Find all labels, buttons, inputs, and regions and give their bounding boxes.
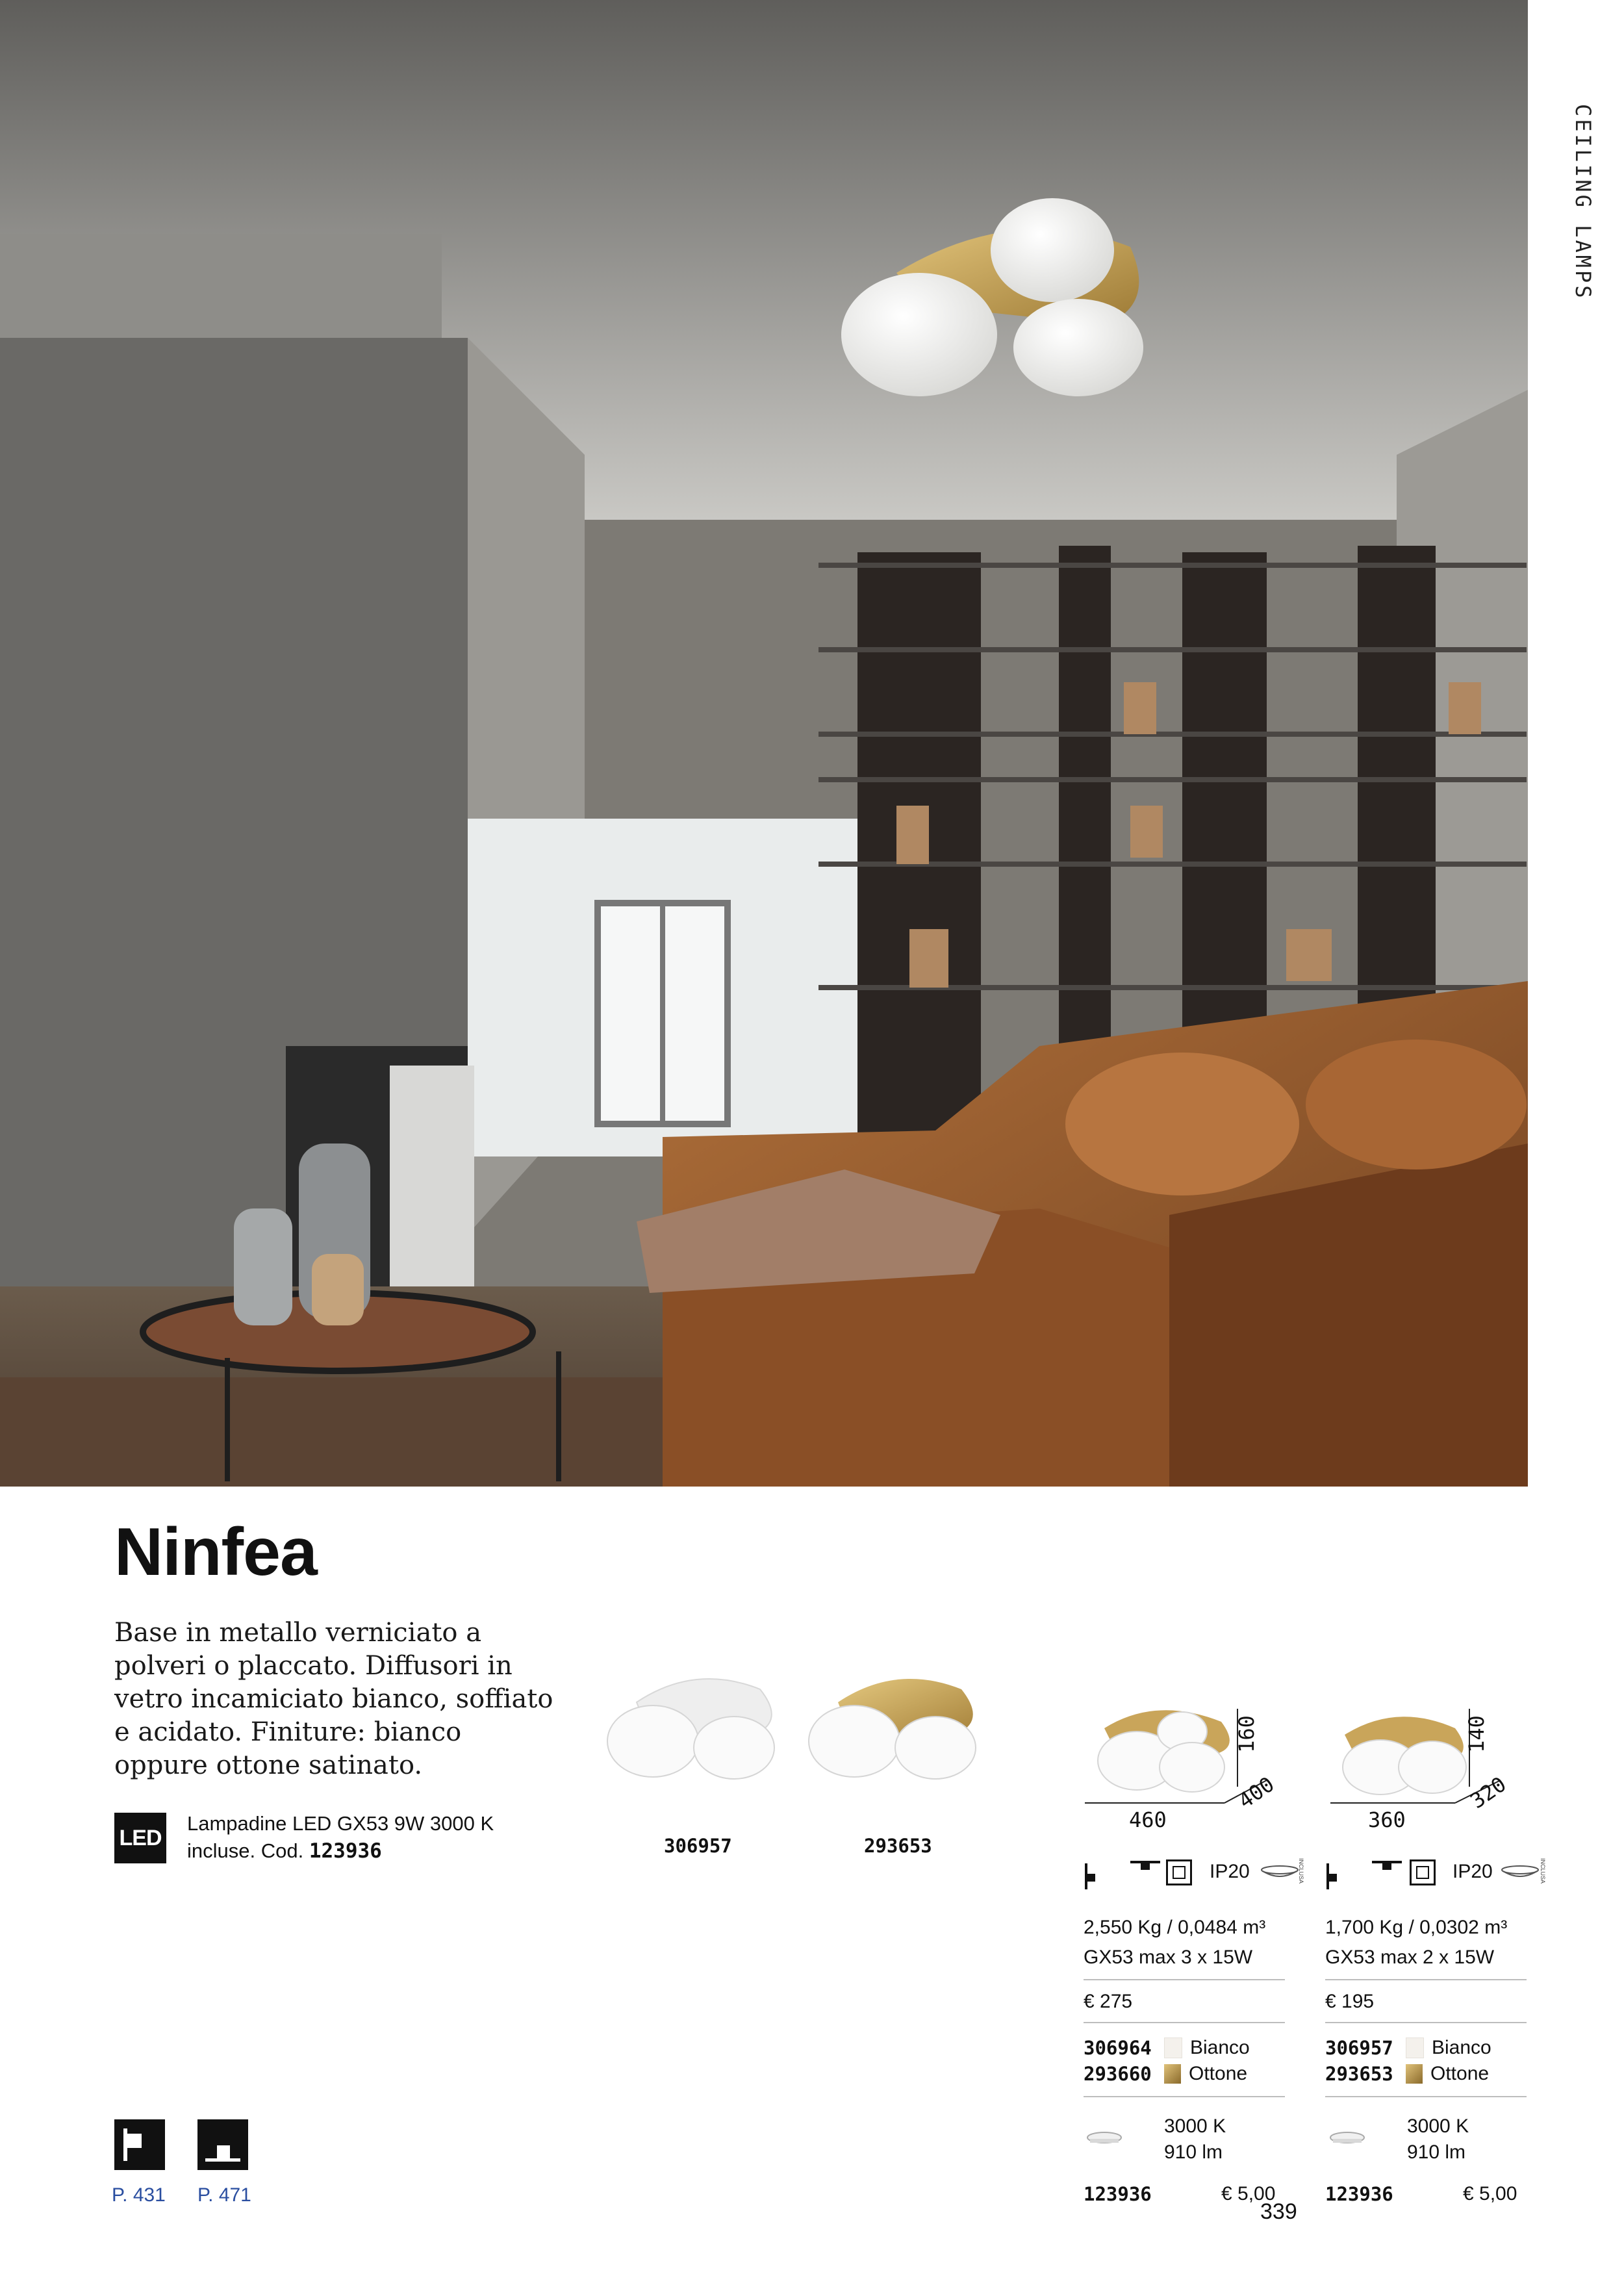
bulb-included-icon: [1260, 1865, 1299, 1880]
model-1-weight-volume: 2,550 Kg / 0,0484 m³: [1084, 1917, 1266, 1938]
divider: [1325, 2022, 1527, 2023]
variant-finish: Ottone: [1189, 2063, 1248, 2084]
variant-code: 293653: [1325, 2063, 1393, 2085]
model-1-depth: 400: [1234, 1771, 1279, 1814]
model-1-bulb-price: € 5,00: [1221, 2183, 1276, 2204]
model-2-dimension-lines: [1325, 1696, 1540, 1813]
led-bulb-code: 123936: [309, 1839, 382, 1863]
mounting-icons: [1325, 1859, 1410, 1892]
model-2-bulb-lumen: 910 lm: [1407, 2141, 1466, 2163]
divider: [1084, 2022, 1285, 2023]
variant-code: 306957: [1325, 2037, 1393, 2059]
variant-row: [1325, 2035, 1540, 2061]
gx53-bulb-icon: [1085, 2130, 1124, 2149]
model-2-bulb-price: € 5,00: [1463, 2183, 1517, 2204]
model-2-depth: 320: [1465, 1771, 1511, 1814]
variant-finish: Bianco: [1190, 2037, 1250, 2058]
page-ref-link[interactable]: P. 431: [112, 2184, 166, 2206]
mounting-icons: [1084, 1859, 1168, 1892]
variant-finish: Bianco: [1432, 2037, 1491, 2058]
model-1-width: 460: [1129, 1808, 1167, 1832]
class-ii-icon: [1166, 1859, 1192, 1885]
brass-lamp-image: [799, 1650, 994, 1793]
gx53-bulb-icon: [1328, 2130, 1367, 2149]
divider: [1325, 1979, 1527, 1980]
brass-swatch: [1164, 2064, 1181, 2084]
variant-code: 293660: [1084, 2063, 1152, 2085]
model-1-height: 160: [1234, 1715, 1259, 1753]
product-title: Ninfea: [114, 1514, 317, 1590]
model-2-inclusa: INCLUSA: [1540, 1858, 1546, 1884]
white-swatch: [1164, 2038, 1182, 2058]
section-label-text: CEILING LAMPS: [1571, 104, 1595, 301]
variant-image-brass: [799, 1650, 994, 1793]
class-ii-icon: [1410, 1859, 1436, 1885]
white-lamp-image: [598, 1650, 793, 1793]
model-2-bulb-temp: 3000 K: [1407, 2115, 1469, 2137]
model-2-weight-volume: 1,700 Kg / 0,0302 m³: [1325, 1917, 1508, 1938]
led-note-line1: Lampadine LED GX53 9W 3000 K: [187, 1812, 494, 1835]
section-label: [1562, 104, 1601, 299]
bulb-included-icon: [1501, 1865, 1540, 1880]
model-2-width: 360: [1368, 1808, 1406, 1832]
led-note-prefix: incluse. Cod.: [187, 1839, 309, 1862]
variant-image-code: 293653: [864, 1835, 932, 1857]
model-2-ip-rating: IP20: [1453, 1861, 1493, 1882]
brass-swatch: [1406, 2064, 1423, 2084]
variant-row: [1325, 2061, 1540, 2087]
model-2-variants: [1325, 2035, 1540, 2087]
divider: [1325, 2096, 1527, 2097]
variant-row: [1084, 2061, 1298, 2087]
product-description: Base in metallo verniciato a polveri o placcato. Diffusori in vetro incamiciato bianco, soffiato e acidato. Finiture: bianco oppure ottone satinato.: [114, 1618, 553, 1780]
divider: [1084, 2096, 1285, 2097]
model-1-bulb-lumen: 910 lm: [1164, 2141, 1223, 2163]
ceiling-mount-icon[interactable]: [197, 2119, 248, 2170]
model-2-price: € 195: [1325, 1991, 1375, 2012]
model-1-bulb-code: 123936: [1084, 2183, 1152, 2205]
white-swatch: [1406, 2038, 1424, 2058]
led-note: [187, 1810, 551, 1865]
model-1-variants: [1084, 2035, 1298, 2087]
divider: [1084, 1979, 1285, 1980]
variant-image-white: [598, 1650, 793, 1793]
model-1-bulbs: GX53 max 3 x 15W: [1084, 1947, 1253, 1968]
model-1-price: € 275: [1084, 1991, 1133, 2012]
page-ref-link[interactable]: P. 471: [197, 2184, 251, 2206]
variant-image-code: 306957: [664, 1835, 732, 1857]
model-1-inclusa: INCLUSA: [1298, 1858, 1304, 1884]
model-1-ip-rating: IP20: [1210, 1861, 1250, 1882]
led-note-line2: [187, 1837, 551, 1865]
wall-mount-icon[interactable]: [114, 2119, 165, 2170]
variant-finish: Ottone: [1430, 2063, 1490, 2084]
variant-code: 306964: [1084, 2037, 1152, 2059]
page-number: 339: [1260, 2199, 1297, 2224]
model-2-height: 140: [1464, 1715, 1489, 1753]
led-badge: LED: [114, 1813, 166, 1863]
model-1-bulb-temp: 3000 K: [1164, 2115, 1226, 2137]
variant-row: [1084, 2035, 1298, 2061]
model-2-bulbs: GX53 max 2 x 15W: [1325, 1947, 1495, 1968]
model-2-bulb-code: 123936: [1325, 2183, 1393, 2205]
